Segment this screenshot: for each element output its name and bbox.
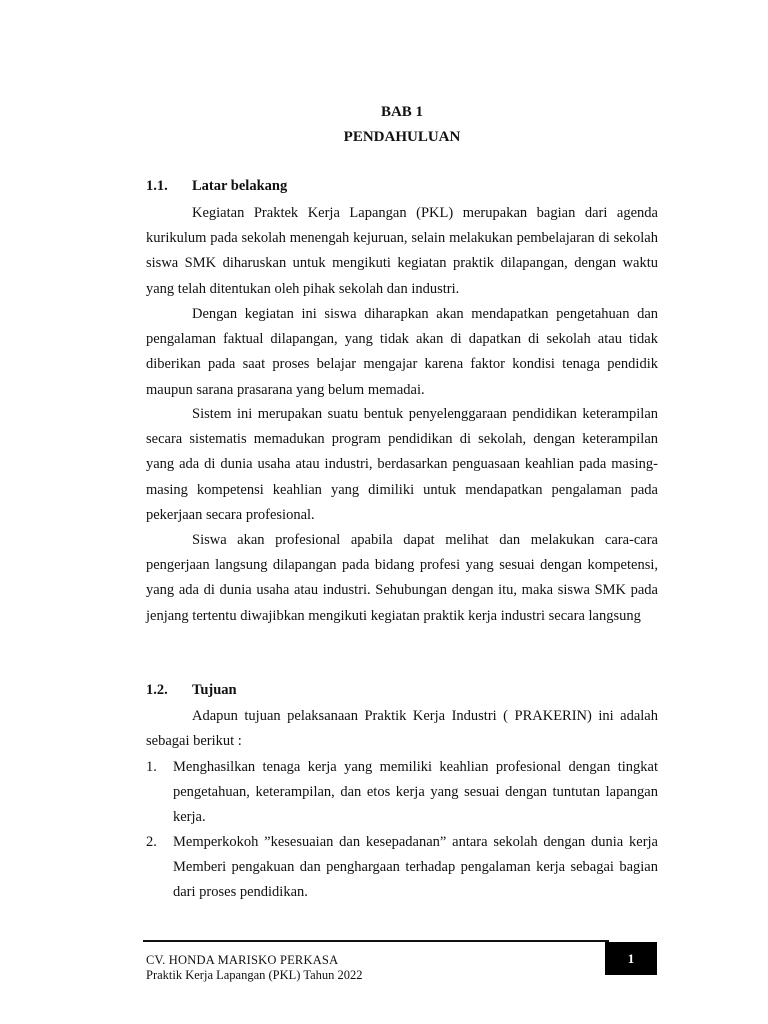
section-heading-latar-belakang <box>146 178 287 195</box>
chapter-title: PENDAHULUAN <box>343 129 461 145</box>
list-item <box>146 755 658 831</box>
list-item-text: Menghasilkan tenaga kerja yang memiliki keahlian profesional dengan tingkat pengetahuan, keterampilan, dan etos kerja yang sesuai dengan tuntutan lapangan kerja. <box>173 759 658 826</box>
footer-subtitle: Praktik Kerja Lapangan (PKL) Tahun 2022 <box>146 968 363 982</box>
section-number: 1.1. <box>146 178 168 194</box>
list-item <box>146 830 658 906</box>
section-number: 1.2. <box>146 682 168 698</box>
page-number-box <box>605 942 657 975</box>
paragraph: Sistem ini merupakan suatu bentuk penyelenggaraan pendidikan keterampilan secara sistematis memadukan program pendidikan di sekolah, dengan keterampilan yang ada di dunia usaha atau industri, berdasarkan penguasaan keahlian pada masing-masing kompetensi keahlian yang dimiliki untuk mendapatkan pengalaman pada pekerjaan secara profesional. <box>146 406 658 523</box>
section-title: Latar belakang <box>192 178 288 194</box>
page-number: 1 <box>627 950 635 966</box>
footer-divider <box>143 940 609 942</box>
section-heading-tujuan <box>146 682 237 699</box>
list-item-number: 1. <box>146 759 157 775</box>
list-item-number: 2. <box>146 834 157 850</box>
section-title: Tujuan <box>192 682 237 698</box>
paragraph: Dengan kegiatan ini siswa diharapkan akan mendapatkan pengetahuan dan pengalaman faktual dilapangan, yang tidak akan di dapatkan di sekolah atau tidak diberikan pada saat proses belajar mengajar karena faktor kondisi tenaga pendidik maupun sarana prasarana yang belum memadai. <box>146 306 658 398</box>
paragraph: Siswa akan profesional apabila dapat melihat dan melakukan cara-cara pengerjaan langsung dilapangan pada bidang profesi yang sesuai dengan kompetensi, yang ada di dunia usaha atau industri. Sehubungan dengan itu, maka siswa SMK pada jenjang tertentu diwajibkan mengikuti kegiatan praktik kerja industri secara langsung <box>146 532 658 624</box>
paragraph-intro: Adapun tujuan pelaksanaan Praktik Kerja Industri ( PRAKERIN) ini adalah sebagai berikut : <box>146 708 658 750</box>
paragraph: Kegiatan Praktek Kerja Lapangan (PKL) merupakan bagian dari agenda kurikulum pada sekolah menengah kejuruan, selain melakukan pembelajaran di sekolah siswa SMK diharuskan untuk mengikuti kegiatan praktik dilapangan, dengan waktu yang telah ditentukan oleh pihak sekolah dan industri. <box>146 205 658 297</box>
chapter-number: BAB 1 <box>380 104 424 120</box>
list-item-text: Memperkokoh ”kesesuaian dan kesepadanan” antara sekolah dengan dunia kerja Memberi pengakuan dan penghargaan terhadap pengalaman kerja sebagai bagian dari proses pendidikan. <box>173 834 658 901</box>
footer-company: CV. HONDA MARISKO PERKASA <box>146 953 339 967</box>
